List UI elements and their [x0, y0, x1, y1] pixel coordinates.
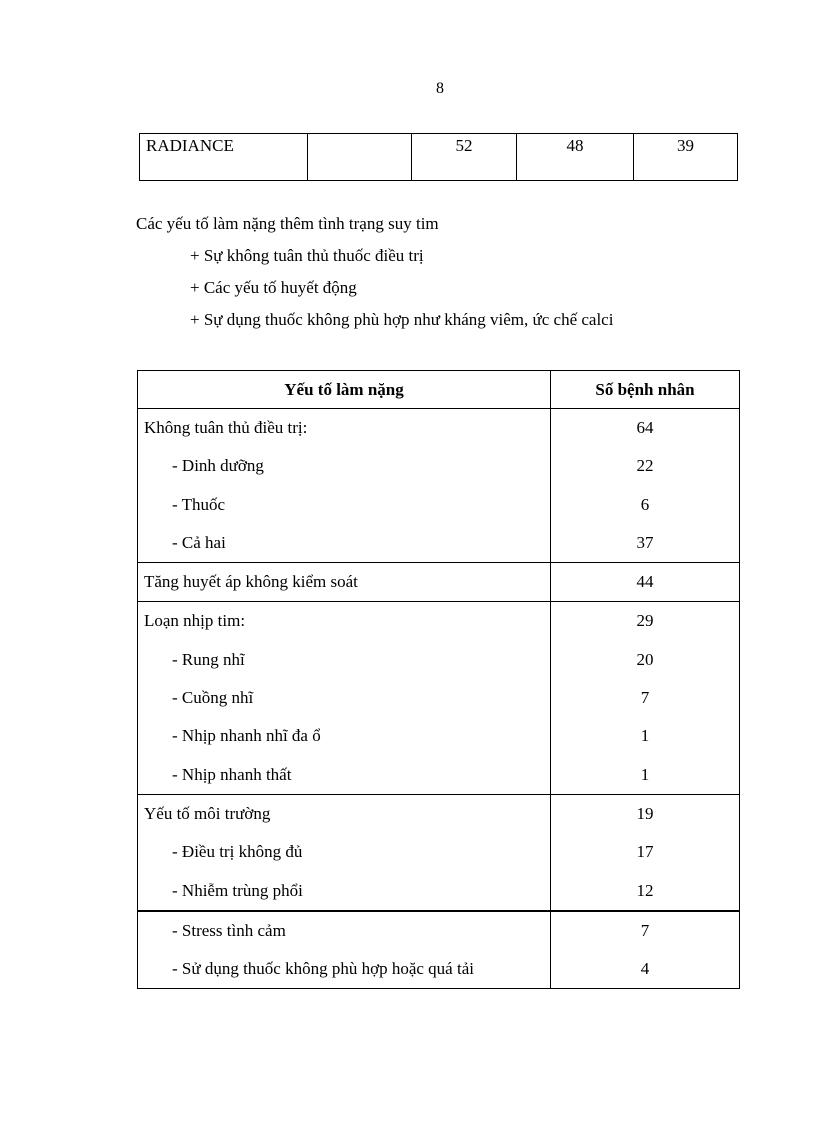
- count-cell: [551, 602, 740, 794]
- factor-label: - Dinh dưỡng: [172, 456, 264, 476]
- factor-label: - Stress tình cảm: [172, 920, 286, 940]
- count-value: 7: [640, 688, 650, 708]
- factor-label: - Nhịp nhanh thất: [172, 764, 292, 784]
- table-row: [140, 134, 738, 181]
- table-row: [138, 911, 740, 989]
- factor-label: - Thuốc: [172, 494, 226, 514]
- count-value: 64: [636, 418, 654, 437]
- count-value: 1: [640, 726, 650, 746]
- factor-label: - Nhiễm trùng phổi: [172, 880, 303, 900]
- count-cell: [551, 911, 740, 989]
- value-cell: 39: [634, 134, 738, 181]
- factor-label: - Sử dụng thuốc không phù hợp hoặc quá tải: [172, 959, 474, 979]
- aggravating-factors-table: [137, 370, 740, 989]
- bullet-item: + Các yếu tố huyết động: [190, 278, 357, 297]
- factor-label: Yếu tố môi trường: [144, 803, 271, 823]
- count-value: 12: [636, 880, 654, 900]
- factor-cell: [138, 911, 551, 989]
- count-value: 29: [636, 611, 654, 631]
- factor-cell: [138, 563, 551, 602]
- count-value: 4: [640, 959, 650, 979]
- count-value: 37: [636, 532, 654, 552]
- value-cell: 52: [412, 134, 517, 181]
- intro-section: [136, 208, 756, 336]
- count-value: 20: [636, 649, 654, 669]
- count-value: 7: [640, 920, 650, 940]
- count-value: 19: [636, 803, 654, 823]
- table-row: [138, 794, 740, 910]
- count-cell: [551, 794, 740, 910]
- factor-cell: [138, 794, 551, 910]
- count-value: 6: [640, 494, 650, 514]
- bullet-item: + Sự không tuân thủ thuốc điều trị: [190, 246, 424, 265]
- count-cell: [551, 409, 740, 563]
- factor-label: - Rung nhĩ: [172, 649, 245, 669]
- continued-table: [139, 133, 738, 181]
- intro-lead: Các yếu tố làm nặng thêm tình trạng suy tim: [136, 214, 439, 233]
- value-cell: 48: [517, 134, 634, 181]
- table-row: [138, 409, 740, 563]
- count-cell: [551, 563, 740, 602]
- factor-label: - Điều trị không đủ: [172, 842, 303, 862]
- page-number: 8: [436, 80, 444, 97]
- factor-label: Tăng huyết áp không kiểm soát: [144, 572, 358, 592]
- table-row: [138, 602, 740, 794]
- factor-label: Loạn nhịp tim:: [144, 611, 246, 631]
- factor-cell: [138, 602, 551, 794]
- table-header-row: [138, 371, 740, 409]
- factor-label: - Cả hai: [172, 532, 226, 552]
- blank-cell: [308, 134, 412, 181]
- count-value: 17: [636, 842, 654, 862]
- bullet-item: + Sự dụng thuốc không phù hợp như kháng viêm, ức chế calci: [190, 310, 614, 329]
- factor-label: Không tuân thủ điều trị:: [144, 418, 308, 437]
- count-value: 22: [636, 456, 654, 476]
- row-label: RADIANCE: [140, 134, 308, 181]
- column-header-patients: Số bệnh nhân: [551, 371, 740, 409]
- factor-label: - Nhịp nhanh nhĩ đa ổ: [172, 726, 321, 746]
- column-header-factor: Yếu tố làm nặng: [138, 371, 551, 409]
- count-value: 1: [640, 764, 650, 784]
- factor-cell: [138, 409, 551, 563]
- table-row: [138, 563, 740, 602]
- count-value: 44: [636, 572, 654, 592]
- factor-label: - Cuồng nhĩ: [172, 688, 254, 708]
